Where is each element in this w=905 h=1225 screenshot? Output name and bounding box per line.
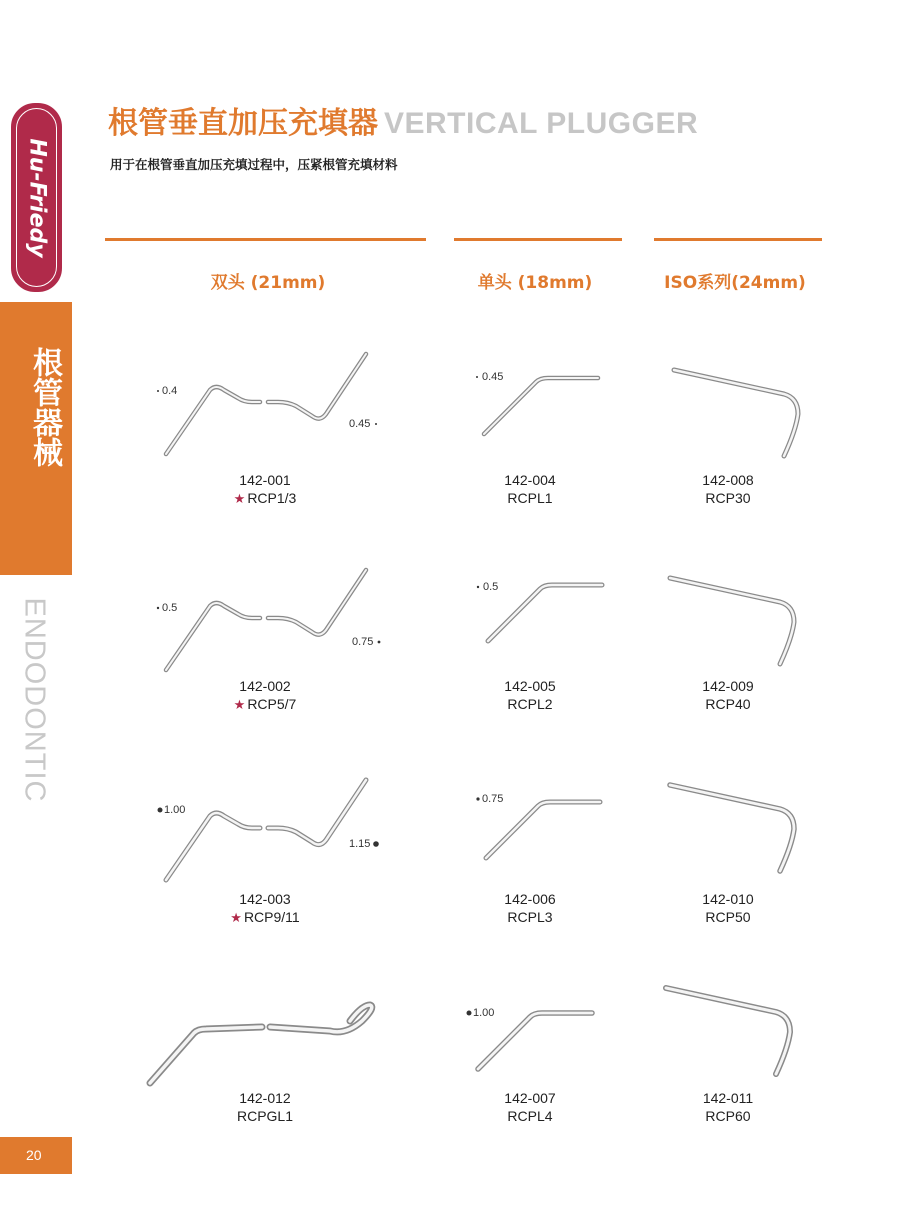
tip-label-142-001-right: 0.45: [349, 418, 371, 430]
product-code: 142-010: [702, 891, 754, 907]
product-142-004: [460, 471, 600, 507]
instrument-142-007: [478, 1013, 592, 1069]
product-name: RCPL4: [507, 1108, 553, 1124]
star-icon: ★: [233, 697, 246, 712]
tip-label-142-004: 0.45: [482, 371, 504, 383]
instrument-142-003: [166, 780, 366, 880]
product-name: RCPL3: [507, 909, 553, 925]
tip-label-142-002-right: 0.75: [352, 636, 374, 648]
product-name: RCP40: [705, 696, 751, 712]
product-code: 142-003: [239, 891, 291, 907]
page-title-en: VERTICAL PLUGGER: [384, 107, 699, 140]
instrument-142-001: [166, 354, 366, 454]
product-code: 142-006: [504, 891, 556, 907]
tip-label-142-002-left: 0.5: [162, 602, 178, 614]
product-code: 142-007: [504, 1090, 556, 1106]
tip-label-142-006: 0.75: [482, 793, 504, 805]
product-name: RCPL2: [507, 696, 553, 712]
instrument-142-005: [488, 585, 602, 641]
tip-label-142-003-right: 1.15: [349, 838, 371, 850]
product-name: RCPL1: [507, 490, 553, 506]
page-title-cn: 根管垂直加压充填器: [108, 106, 378, 141]
star-icon: ★: [233, 491, 246, 506]
product-name: RCPGL1: [236, 1108, 294, 1124]
page-number: 20: [0, 1137, 72, 1174]
product-name: RCP5/7: [247, 696, 297, 712]
product-name: RCP1/3: [247, 490, 297, 506]
star-icon: ★: [230, 910, 242, 925]
product-142-008: [658, 471, 798, 507]
product-142-009: [658, 677, 798, 713]
instrument-142-008: [674, 370, 798, 456]
product-name: RCP30: [705, 490, 751, 506]
product-142-012: [195, 1089, 335, 1125]
product-name: RCP9/11: [243, 909, 300, 925]
product-142-005: [460, 677, 600, 713]
category-en: ENDODONTIC: [18, 597, 51, 803]
column-heading-iso: ISO系列(24mm): [664, 273, 806, 293]
product-code: 142-008: [702, 472, 754, 488]
instrument-142-002: [166, 570, 366, 670]
tip-label-142-001-left: 0.4: [162, 385, 178, 397]
product-code: 142-002: [239, 678, 291, 694]
product-code: 142-009: [702, 678, 754, 694]
brand-logo-text: Hu-Friedy: [24, 137, 49, 258]
product-code: 142-011: [702, 1090, 754, 1106]
page-subtitle: 用于在根管垂直加压充填过程中，压紧根管充填材料: [110, 157, 398, 172]
tip-label-142-005: 0.5: [483, 581, 499, 593]
instrument-142-004: [484, 378, 598, 434]
product-code: 142-012: [239, 1090, 291, 1106]
tip-label-142-003-left: 1.00: [164, 804, 186, 816]
instrument-142-009: [670, 578, 794, 664]
product-142-007: [460, 1089, 600, 1125]
column-heading-double: 双头 (21mm): [210, 273, 326, 293]
instrument-142-011: [666, 988, 790, 1074]
product-142-003: [195, 890, 335, 927]
instrument-142-010: [670, 785, 794, 871]
instrument-142-006: [486, 802, 600, 858]
column-heading-single: 单头 (18mm): [477, 273, 593, 293]
product-code: 142-001: [239, 472, 291, 488]
product-142-006: [460, 890, 600, 926]
product-142-011: [658, 1089, 798, 1125]
product-142-001: [195, 471, 335, 508]
product-142-002: [195, 677, 335, 714]
product-code: 142-004: [504, 472, 556, 488]
product-code: 142-005: [504, 678, 556, 694]
product-name: RCP50: [705, 909, 751, 925]
category-cn: 根管器械: [27, 347, 62, 467]
instrument-142-012: [150, 1005, 372, 1083]
product-name: RCP60: [705, 1108, 751, 1124]
product-142-010: [658, 890, 798, 926]
tip-label-142-007: 1.00: [473, 1007, 495, 1019]
